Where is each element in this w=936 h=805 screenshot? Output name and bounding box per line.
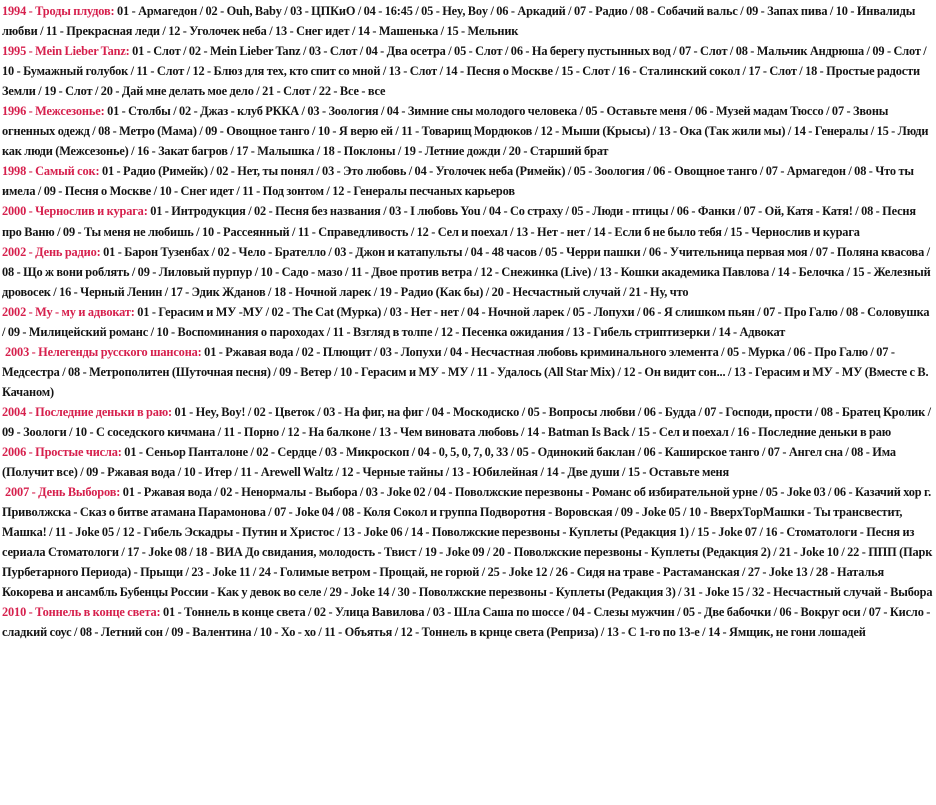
album-tracklist: 01 - Интродукция / 02 - Песня без названия / 03 - I любовь You / 04 - Со страху / 05 - Люди - птицы / 06 - Фанки / 07 - Ой, Катя - Катя! / 08 - Песня про Ваню / 09 - Ты меня не любишь / 10 - Рассеянный / 11 - Справедливость / 12 - Сел и поехал / 13 - Нет - нет / 14 - Если б не было тебя / 15 - Чернослив и курага (2, 204, 916, 239)
album-tracklist: 01 - Герасим и МУ -МУ / 02 - The Cat (Мурка) / 03 - Нет - нет / 04 - Ночной ларек / 05 - Лопухи / 06 - Я слишком пьян / 07 - Про Галю / 08 - Соловушка / 09 - Милицейский романс / 10 - Воспоминания о пароходах / 11 - Взгляд в толпе / 12 - Песенка ожидания / 13 - Гибель стриптизерки / 14 - Адвокат (2, 304, 930, 339)
album-tracklist: 01 - Ржавая вода / 02 - Плющит / 03 - Лопухи / 04 - Несчастная любовь криминального элемента / 05 - Мурка / 06 - Про Галю / 07 - Медсестра / 08 - Метрополитен (Шуточная песня) / 09 - Ветер / 10 - Герасим и МУ - МУ / 11 - Удалось (All Star Mix) / 12 - Он видит сон... / 13 - Герасим и МУ - МУ (Вместе с В. Качаном) (2, 344, 929, 399)
album-title: 2002 - День радио: (2, 244, 101, 259)
album-title: 2003 - Нелегенды русского шансона: (5, 344, 202, 359)
album-title: 2006 - Простые числа: (2, 445, 122, 460)
album-title: 2010 - Тоннель в конце света: (2, 605, 161, 620)
album-tracklist: 01 - Столбы / 02 - Джаз - клуб РККА / 03 - Зоология / 04 - Зимние сны молодого человека / 05 - Оставьте меня / 06 - Музей мадам Тюссо / 07 - Звоны огненных одежд / 08 - Метро (Мама) / 09 - Овощное танго / 10 - Я верю ей / 11 - Товарищ Мордюков / 12 - Мыши (Крысы) / 13 - Ока (Так жили мы) / 14 - Генералы / 15 - Люди как люди (Межсезонье) / 16 - Закат багров / 17 - Малышка / 18 - Поклоны / 19 - Летние дожди / 20 - Старший брат (2, 104, 929, 159)
album-2003 (2, 342, 933, 402)
album-title: 1996 - Межсезонье: (2, 104, 105, 119)
album-tracklist: 01 - Слот / 02 - Mein Lieber Tanz / 03 - Слот / 04 - Два осетра / 05 - Слот / 06 - На берегу пустынных вод / 07 - Слот / 08 - Мальчик Андрюша / 09 - Слот / 10 - Бумажный голубок / 11 - Слот / 12 - Блюз для тех, кто спит со мной / 13 - Слот / 14 - Песня о Москве / 15 - Слот / 16 - Сталинский сокол / 17 - Слот / 18 - Простые радости Земли / 19 - Слот / 20 - Дай мне делать мое дело / 21 - Слот / 22 - Все - все (2, 44, 927, 99)
album-title: 2007 - День Выборов: (5, 485, 121, 500)
album-2000 (2, 201, 933, 241)
album-2007 (2, 482, 933, 602)
album-title: 1998 - Самый сок: (2, 164, 100, 179)
album-tracklist: 01 - Радио (Римейк) / 02 - Нет, ты понял / 03 - Это любовь / 04 - Уголочек неба (Римейк) / 05 - Зоология / 06 - Овощное танго / 07 - Армагедон / 08 - Что ты имела / 09 - Песня о Москве / 10 - Снег идет / 11 - Под зонтом / 12 - Генералы песчаных карьеров (2, 164, 914, 199)
album-tracklist: 01 - Hey, Boy! / 02 - Цветок / 03 - На фиг, на фиг / 04 - Москодиско / 05 - Вопросы любви / 06 - Будда / 07 - Господи, прости / 08 - Братец Кролик / 09 - Зоологи / 10 - С соседского кичмана / 11 - Порно / 12 - На балконе / 13 - Чем виновата любовь / 14 - Batman Is Back / 15 - Сел и поехал / 16 - Последние деньки в раю (2, 404, 931, 439)
album-tracklist: 01 - Барон Тузенбах / 02 - Чело - Брателло / 03 - Джон и катапульты / 04 - 48 часов / 05 - Черри пашки / 06 - Учительница первая моя / 07 - Поляна квасова / 08 - Що ж вони роблять / 09 - Лиловый пурпур / 10 - Садо - мазо / 11 - Двое против ветра / 12 - Снежинка (Live) / 13 - Кошки академика Павлова / 14 - Белочка / 15 - Железный дровосек / 16 - Черный Ленин / 17 - Эдик Жданов / 18 - Ночной ларек / 19 - Радио (Как бы) / 20 - Несчастный случай / 21 - Ну, что (2, 244, 931, 299)
album-title: 2002 - Му - му и адвокат: (2, 304, 135, 319)
album-title: 2000 - Чернослив и курага: (2, 204, 148, 219)
album-2010 (2, 602, 933, 642)
album-tracklist: 01 - Тоннель в конце света / 02 - Улица Вавилова / 03 - Шла Саша по шоссе / 04 - Слезы мужчин / 05 - Две бабочки / 06 - Вокруг оси / 07 - Кисло - сладкий соус / 08 - Летний сон / 09 - Валентина / 10 - Хо - хо / 11 - Объятья / 12 - Тоннель в крнце света (Репризa) / 13 - С 1-го по 13-е / 14 - Ямщик, не гони лошадей (2, 605, 931, 640)
album-1996 (2, 101, 933, 161)
album-2002-den-radio (2, 242, 933, 302)
album-title: 1994 - Троды плудов: (2, 4, 115, 18)
album-tracklist: 01 - Сеньор Панталоне / 02 - Сердце / 03 - Микроскоп / 04 - 0, 5, 0, 7, 0, 33 / 05 - Одинокий баклан / 06 - Каширское танго / 07 - Ангел сна / 08 - Има (Получит все) / 09 - Ржавая вода / 10 - Итер / 11 - Arewell Waltz / 12 - Черные тайны / 13 - Юбилейная / 14 - Две души / 15 - Оставьте меня (2, 445, 896, 480)
album-2004 (2, 402, 933, 442)
album-2006 (2, 442, 933, 482)
album-tracklist: 01 - Армагедон / 02 - Ouh, Baby / 03 - ЦПКиО / 04 - 16:45 / 05 - Hey, Boy / 06 - Аркадий / 07 - Радио / 08 - Собачий вальс / 09 - Запах пива / 10 - Инвалиды любви / 11 - Прекрасная леди / 12 - Уголочек неба / 13 - Снег идет / 14 - Машенька / 15 - Мельник (2, 4, 916, 39)
album-1995 (2, 41, 933, 101)
album-1998 (2, 161, 933, 201)
album-title: 2004 - Последние деньки в раю: (2, 404, 173, 419)
album-1994 (2, 1, 933, 41)
album-2002-mu-mu (2, 302, 933, 342)
album-tracklist: 01 - Ржавая вода / 02 - Ненормалы - Выбора / 03 - Joke 02 / 04 - Поволжские перезвоны - Романс об избирательной урне / 05 - Joke 03 / 06 - Казачий хор г. Приволжска - Сказ о битве атамана Парамонова / 07 - Joke 04 / 08 - Коля Сокол и группа Подворотня - Воровская / 09 - Joke 05 / 10 - ВверхТорМашки - Ты трансвестит, Машка! / 11 - Joke 05 / 12 - Гибель Эскадры - Путин и Христос / 13 - Joke 06 / 14 - Поволжские перезвоны - Куплеты (Редакция 1) / 15 - Joke 07 / 16 - Стоматологи - Песня из сериала Стоматологи / 17 - Joke 08 / 18 - ВИА До свидания, молодость - Твист / 19 - Joke 09 / 20 - Поволжские перезвоны - Куплеты (Редакция 2) / 21 - Joke 10 / 22 - ППП (Парк Пурбетарного Периода) - Прыщи / 23 - Joke 11 / 24 - Голимые ветром - Прощай, не горюй / 25 - Joke 12 / 26 - Сидя на траве - Растаманская / 27 - Joke 13 / 28 - Наталья Кокорева и ансамбль Бубенцы России - Как у девок во селе / 29 - Joke 14 / 30 - Поволжские перезвоны - Куплеты (Редакция 3) / 31 - Joke 15 / 32 - Несчастный случай - Выбора (2, 485, 933, 600)
album-title: 1995 - Mein Lieber Tanz: (2, 44, 130, 59)
